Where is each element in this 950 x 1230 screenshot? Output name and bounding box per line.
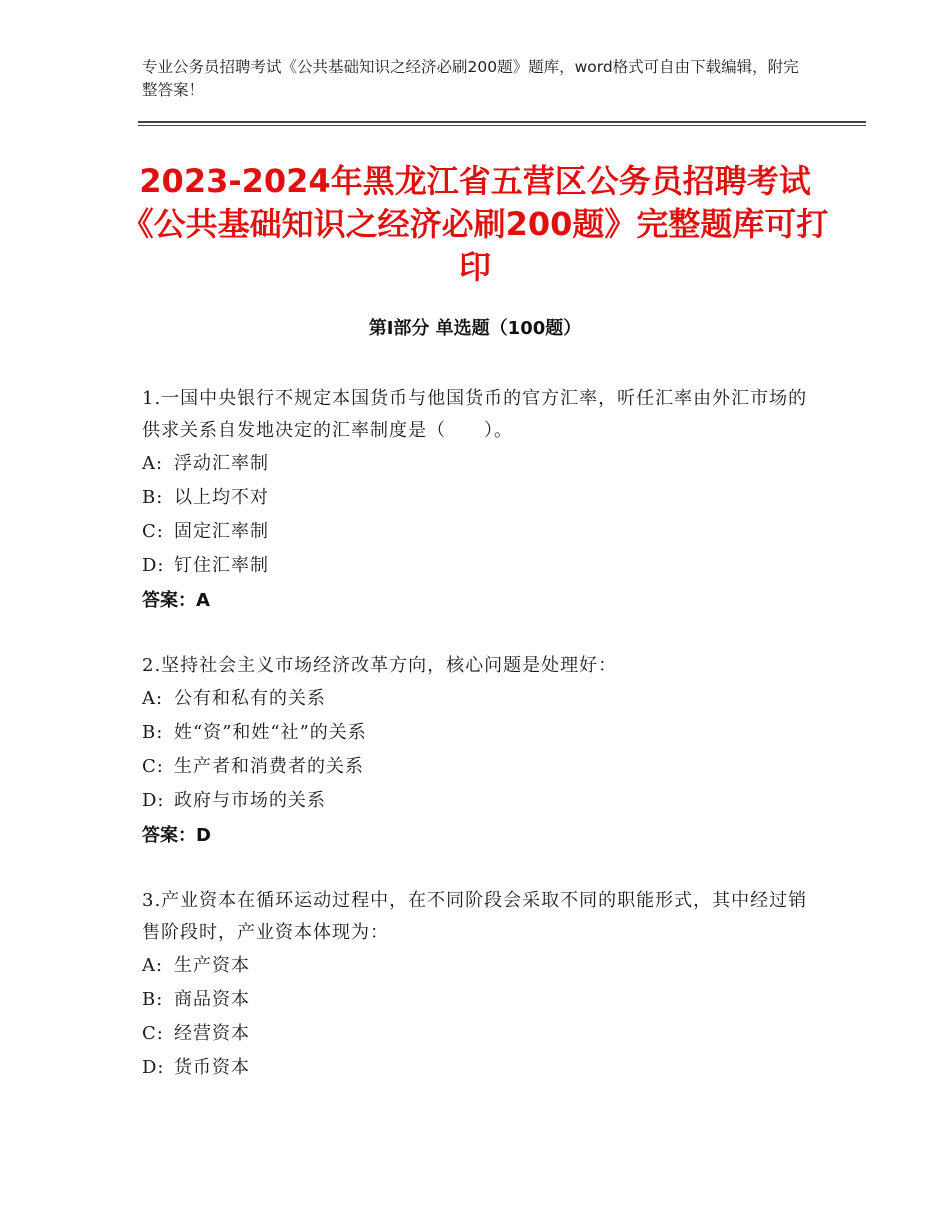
option-letter: B: bbox=[142, 989, 164, 1010]
option-text: 生产资本 bbox=[174, 955, 250, 976]
option-text: 姓“资”和姓“社”的关系 bbox=[174, 722, 367, 743]
option-text: 以上均不对 bbox=[174, 487, 269, 508]
answer-value: A bbox=[196, 590, 210, 611]
option-text: 货币资本 bbox=[174, 1057, 250, 1078]
question-3 bbox=[142, 885, 822, 1085]
option-d bbox=[142, 1051, 822, 1085]
option-letter: A: bbox=[142, 955, 164, 976]
answer-prefix: 答案： bbox=[142, 590, 196, 611]
option-a bbox=[142, 949, 822, 983]
option-b bbox=[142, 983, 822, 1017]
option-b bbox=[142, 481, 822, 515]
option-c bbox=[142, 750, 822, 784]
option-letter: B: bbox=[142, 722, 164, 743]
option-text: 固定汇率制 bbox=[174, 521, 269, 542]
option-text: 经营资本 bbox=[174, 1023, 250, 1044]
option-text: 商品资本 bbox=[174, 989, 250, 1010]
answer-prefix: 答案： bbox=[142, 825, 196, 846]
answer-value: D bbox=[196, 825, 211, 846]
option-text: 浮动汇率制 bbox=[174, 453, 269, 474]
answer-line bbox=[142, 818, 822, 854]
option-letter: A: bbox=[142, 453, 164, 474]
option-text: 生产者和消费者的关系 bbox=[174, 756, 364, 777]
option-letter: C: bbox=[142, 756, 164, 777]
question-list bbox=[142, 383, 822, 1116]
question-stem: 1.一国中央银行不规定本国货币与他国货币的官方汇率，听任汇率由外汇市场的供求关系自发地决定的汇率制度是（ ）。 bbox=[142, 388, 808, 441]
section-heading: 第Ⅰ部分 单选题（100题） bbox=[368, 318, 582, 339]
option-letter: C: bbox=[142, 1023, 164, 1044]
option-letter: D: bbox=[142, 790, 165, 811]
option-letter: C: bbox=[142, 521, 164, 542]
option-letter: D: bbox=[142, 555, 165, 576]
option-d bbox=[142, 549, 822, 583]
option-text: 公有和私有的关系 bbox=[174, 688, 326, 709]
question-2 bbox=[142, 650, 822, 854]
option-letter: D: bbox=[142, 1057, 165, 1078]
option-c bbox=[142, 515, 822, 549]
option-letter: B: bbox=[142, 487, 164, 508]
header-note: 专业公务员招聘考试《公共基础知识之经济必刷200题》题库，word格式可自由下载编辑，附完整答案！ bbox=[142, 58, 799, 99]
header-divider-thick bbox=[138, 121, 866, 123]
option-d bbox=[142, 784, 822, 818]
question-stem: 3.产业资本在循环运动过程中，在不同阶段会采取不同的职能形式，其中经过销售阶段时，产业资本体现为： bbox=[142, 890, 808, 943]
question-1 bbox=[142, 383, 822, 619]
answer-line bbox=[142, 583, 822, 619]
option-text: 政府与市场的关系 bbox=[174, 790, 326, 811]
option-b bbox=[142, 716, 822, 750]
option-c bbox=[142, 1017, 822, 1051]
option-letter: A: bbox=[142, 688, 164, 709]
option-a bbox=[142, 447, 822, 481]
question-stem: 2.坚持社会主义市场经济改革方向，核心问题是处理好： bbox=[142, 655, 618, 676]
option-text: 钉住汇率制 bbox=[174, 555, 269, 576]
header-divider-thin bbox=[138, 125, 866, 126]
option-a bbox=[142, 682, 822, 716]
document-title: 2023-2024年黑龙江省五营区公务员招聘考试《公共基础知识之经济必刷200题》完整题库可打印 bbox=[121, 162, 829, 286]
